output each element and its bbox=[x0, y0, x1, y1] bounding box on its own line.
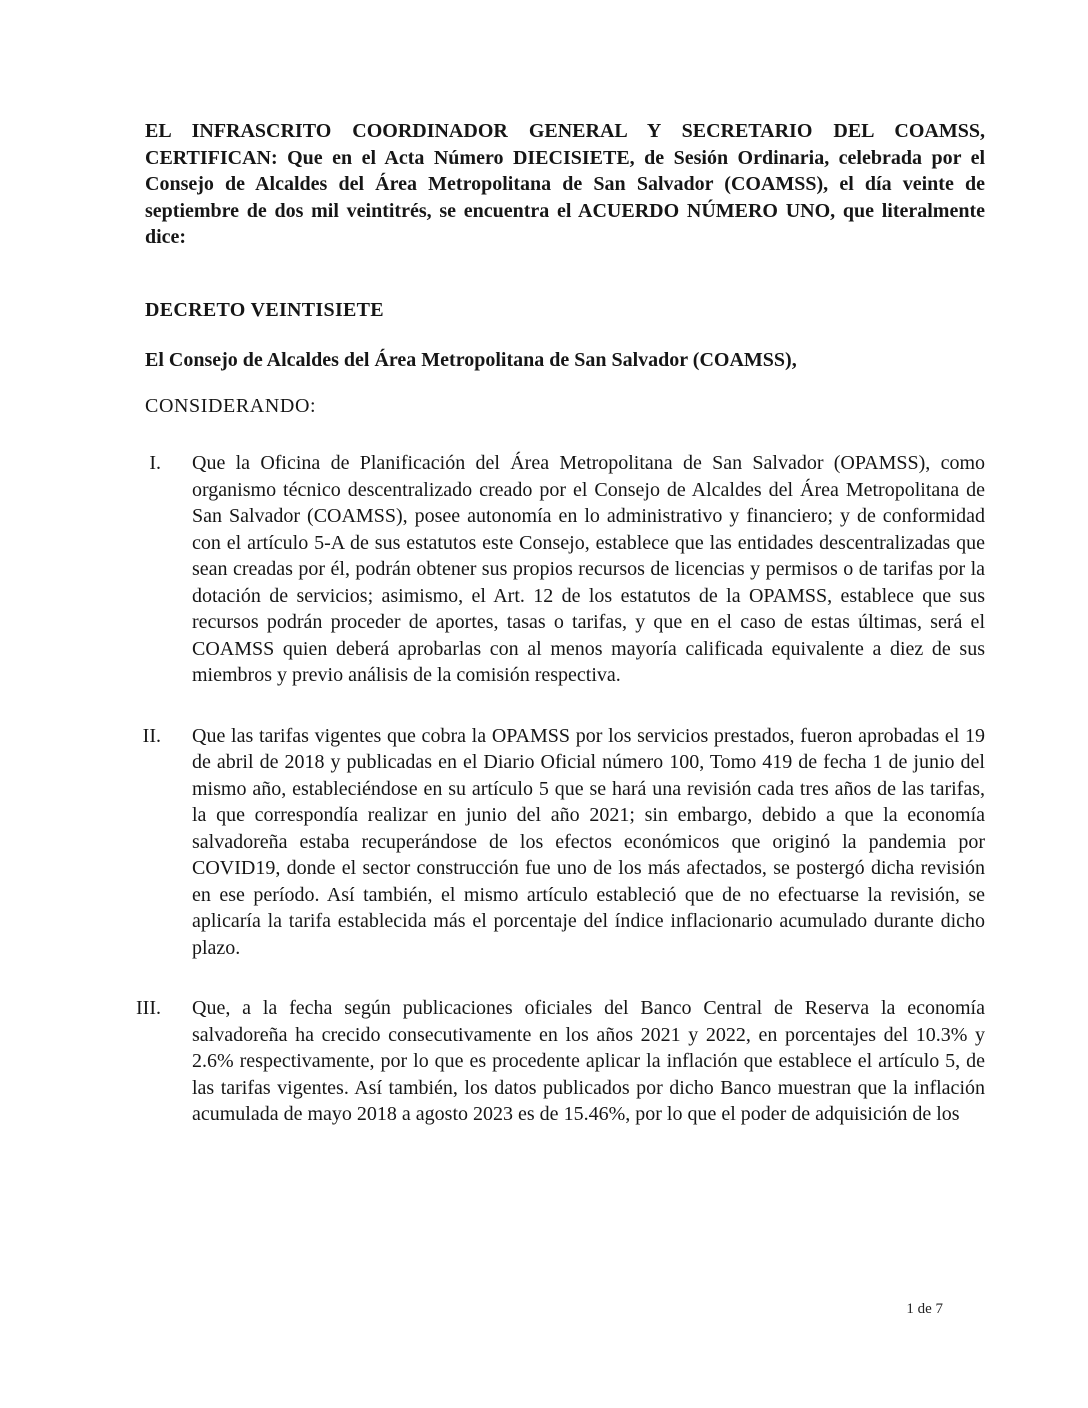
consideration-text: Que la Oficina de Planificación del Área Metropolitana de San Salvador (OPAMSS), como organismo técnico descentralizado creado por el Consejo de Alcaldes del Área Metropolitana de San Salvador (COAMSS), posee autonomía en lo administrativo y financiero; y de conformidad con el artículo 5-A de sus estatutos este Consejo, establece que las entidades descentralizadas que sean creadas por él, podrán obtener sus propios recursos de licencias y permisos o de tarifas por la dotación de servicios; asimismo, el Art. 12 de los estatutos de la OPAMSS, establece que sus recursos podrán proceder de aportes, tasas o tarifas, y que en el caso de estas últimas, será el COAMSS quien deberá aprobarlas con al menos mayoría calificada equivalente a diez de sus miembros y previo análisis de la comisión respectiva. bbox=[192, 452, 985, 686]
consideration-item-3 bbox=[130, 995, 985, 1128]
decree-title: DECRETO VEINTISIETE bbox=[145, 298, 384, 321]
consideration-numeral: III. bbox=[136, 997, 161, 1019]
certification-header-paragraph: EL INFRASCRITO COORDINADOR GENERAL Y SECRETARIO DEL COAMSS, CERTIFICAN: Que en el Acta Número DIECISIETE, de Sesión Ordinaria, celebrada por el Consejo de Alcaldes del Área Metropolitana de San Salvador (COAMSS), el día veinte de septiembre de dos mil veintitrés, se encuentra el ACUERDO NÚMERO UNO, que literalmente dice: bbox=[145, 120, 985, 248]
consideration-text: Que, a la fecha según publicaciones oficiales del Banco Central de Reserva la economía salvadoreña ha crecido consecutivamente en los años 2021 y 2022, en porcentajes del 10.3% y 2.6% respectivamente, por lo que es procedente aplicar la inflación que establece el artículo 5, de las tarifas vigentes. Así también, los datos publicados por dicho Banco muestran que la inflación acumulada de mayo 2018 a agosto 2023 es de 15.46%, por lo que el poder de adquisición de los bbox=[192, 997, 985, 1125]
consideration-item-1 bbox=[130, 450, 985, 689]
considering-label: CONSIDERANDO: bbox=[145, 394, 317, 417]
council-line: El Consejo de Alcaldes del Área Metropolitana de San Salvador (COAMSS), bbox=[145, 349, 797, 371]
consideration-text: Que las tarifas vigentes que cobra la OPAMSS por los servicios prestados, fueron aprobadas el 19 de abril de 2018 y publicadas en el Diario Oficial número 100, Tomo 419 de fecha 1 de junio del mismo año, estableciéndose en su artículo 5 que se hará una revisión cada tres años de las tarifas, la que correspondía realizar en junio del año 2021; sin embargo, debido a que la economía salvadoreña estaba recuperándose de los efectos económicos que originó la pandemia por COVID19, donde el sector construcción fue uno de los más afectados, se postergó dicha revisión en ese período. Así también, el mismo artículo estableció que de no efectuarse la revisión, se aplicaría la tarifa establecida más el porcentaje del índice inflacionario acumulado durante dicho plazo. bbox=[192, 724, 985, 959]
page-number: 1 de 7 bbox=[906, 1301, 943, 1317]
consideration-item-2 bbox=[130, 723, 985, 962]
consideration-numeral: I. bbox=[149, 452, 161, 474]
considerations-list bbox=[130, 450, 985, 1128]
consideration-numeral: II. bbox=[142, 724, 161, 747]
